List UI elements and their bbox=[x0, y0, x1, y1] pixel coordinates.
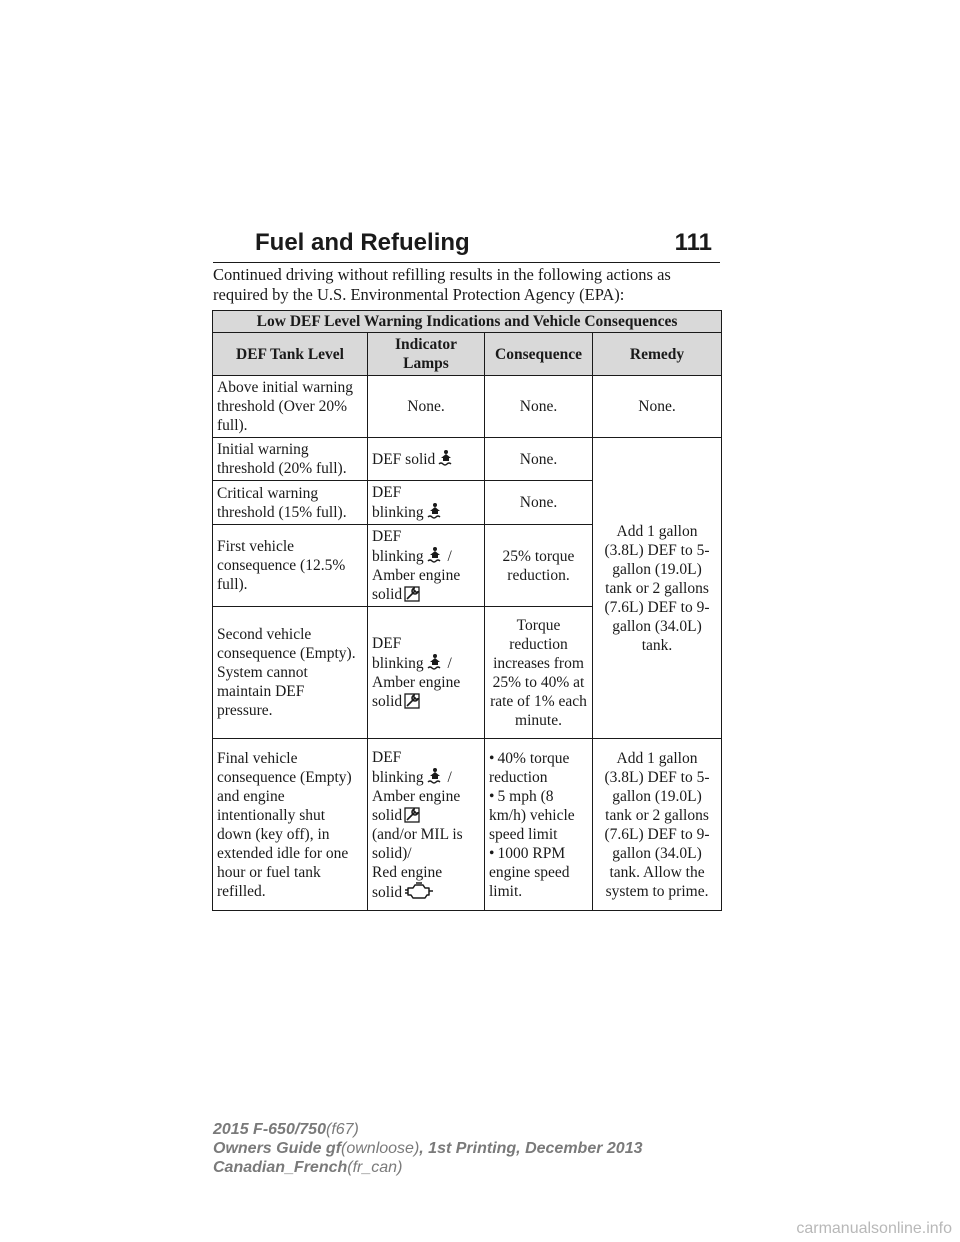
lamps-cell: None. bbox=[368, 376, 485, 438]
lamp-text: Red engine bbox=[372, 863, 443, 881]
consequence-bullet: • 5 mph (8 km/h) vehicle speed limit bbox=[489, 787, 575, 843]
column-header-tank-level: DEF Tank Level bbox=[213, 333, 368, 376]
amber-wrench-icon bbox=[404, 586, 420, 602]
lamps-cell bbox=[368, 525, 485, 607]
table-row bbox=[213, 376, 722, 438]
lamp-text: DEF bbox=[372, 484, 402, 501]
footer-guide: Owners Guide gf bbox=[213, 1140, 342, 1157]
table-row bbox=[213, 739, 722, 911]
lamp-separator: / bbox=[447, 768, 452, 786]
remedy-cell-shared: Add 1 gallon (3.8L) DEF to 5-gallon (19.0L) tank or 2 gallons (7.6L) DEF to 9-gallon (34.0L) tank. bbox=[593, 438, 722, 739]
document-footer bbox=[213, 1120, 642, 1177]
footer-language: Canadian_French bbox=[213, 1159, 348, 1176]
site-watermark: carmanualsonline.info bbox=[796, 1220, 952, 1237]
consequence-cell: None. bbox=[485, 438, 593, 481]
engine-check-icon bbox=[404, 882, 434, 900]
lamps-cell bbox=[368, 481, 485, 525]
tank-level-cell: First vehicle consequence (12.5% full). bbox=[213, 525, 368, 607]
amber-wrench-icon bbox=[404, 693, 420, 709]
consequence-cell: 25% torque reduction. bbox=[485, 525, 593, 607]
section-title: Fuel and Refueling bbox=[255, 229, 470, 256]
lamp-text: blinking bbox=[372, 548, 424, 565]
lamp-text: DEF bbox=[372, 635, 402, 652]
consequence-cell: None. bbox=[485, 481, 593, 525]
lamp-separator: / bbox=[447, 548, 452, 565]
lamps-cell bbox=[368, 438, 485, 481]
lamp-text: Amber engine bbox=[372, 674, 461, 691]
footer-binding: (ownloose) bbox=[341, 1140, 420, 1157]
lamp-text: DEF bbox=[372, 528, 402, 545]
lamp-text: solid bbox=[372, 806, 403, 824]
intro-line: required by the U.S. Environmental Protection Agency (EPA): bbox=[213, 284, 625, 304]
tank-level-cell: Initial warning threshold (20% full). bbox=[213, 438, 368, 481]
def-warning-table bbox=[212, 310, 722, 911]
remedy-cell: Add 1 gallon (3.8L) DEF to 5-gallon (19.0L) tank or 2 gallons (7.6L) DEF to 9-gallon (34.0L) tank. Allow the system to prime. bbox=[593, 739, 722, 911]
amber-wrench-icon bbox=[404, 807, 420, 823]
lamp-text: Amber engine bbox=[372, 787, 461, 805]
table-row bbox=[213, 438, 722, 481]
lamp-separator: / bbox=[447, 655, 452, 672]
consequence-cell: Torque reduction increases from 25% to 40% at rate of 1% each minute. bbox=[485, 607, 593, 739]
intro-line: Continued driving without refilling results in the following actions as bbox=[213, 265, 671, 284]
footer-locale: (fr_can) bbox=[347, 1159, 403, 1176]
def-fluid-warning-icon bbox=[437, 449, 455, 467]
footer-line bbox=[213, 1139, 642, 1158]
lamp-text: solid bbox=[372, 586, 403, 603]
footer-model: 2015 F-650/750 bbox=[213, 1121, 326, 1138]
consequence-cell: None. bbox=[485, 376, 593, 438]
lamps-cell bbox=[368, 739, 485, 911]
consequence-cell bbox=[485, 739, 593, 911]
lamps-cell bbox=[368, 607, 485, 739]
def-fluid-warning-icon bbox=[426, 502, 444, 520]
tank-level-cell: Above initial warning threshold (Over 20% full). bbox=[213, 376, 368, 438]
column-header-remedy: Remedy bbox=[593, 333, 722, 376]
tank-level-cell: Critical warning threshold (15% full). bbox=[213, 481, 368, 525]
lamp-text: solid bbox=[372, 693, 403, 710]
tank-level-cell: Final vehicle consequence (Empty) and engine intentionally shut down (key off), in extended idle for one hour or fuel tank refilled. bbox=[213, 739, 368, 911]
remedy-cell: None. bbox=[593, 376, 722, 438]
def-fluid-warning-icon bbox=[426, 767, 444, 785]
lamp-text: Amber engine bbox=[372, 567, 461, 584]
lamp-text: blinking bbox=[372, 655, 424, 672]
lamp-text: DEF solid bbox=[372, 451, 436, 468]
footer-line bbox=[213, 1120, 642, 1139]
table-caption: Low DEF Level Warning Indications and Vehicle Consequences bbox=[213, 311, 722, 333]
consequence-bullet: • 1000 RPM engine speed limit. bbox=[489, 844, 570, 900]
lamp-text: blinking bbox=[372, 504, 424, 521]
lamp-text: blinking bbox=[372, 768, 424, 786]
footer-line bbox=[213, 1158, 642, 1177]
intro-paragraph bbox=[213, 265, 728, 304]
consequence-bullet: • 40% torque reduction bbox=[489, 749, 570, 786]
page-number: 111 bbox=[674, 229, 712, 256]
lamp-text: DEF bbox=[372, 748, 402, 766]
page-header bbox=[213, 228, 720, 263]
footer-printing: , 1st Printing, December 2013 bbox=[419, 1140, 643, 1157]
def-fluid-warning-icon bbox=[426, 653, 444, 671]
column-header-lamps: Indicator Lamps bbox=[368, 333, 485, 376]
tank-level-cell: Second vehicle consequence (Empty). System cannot maintain DEF pressure. bbox=[213, 607, 368, 739]
lamp-text: (and/or MIL is solid)/ bbox=[372, 825, 463, 862]
column-header-consequence: Consequence bbox=[485, 333, 593, 376]
lamp-text: solid bbox=[372, 883, 403, 901]
footer-code: (f67) bbox=[325, 1121, 359, 1138]
def-fluid-warning-icon bbox=[426, 546, 444, 564]
